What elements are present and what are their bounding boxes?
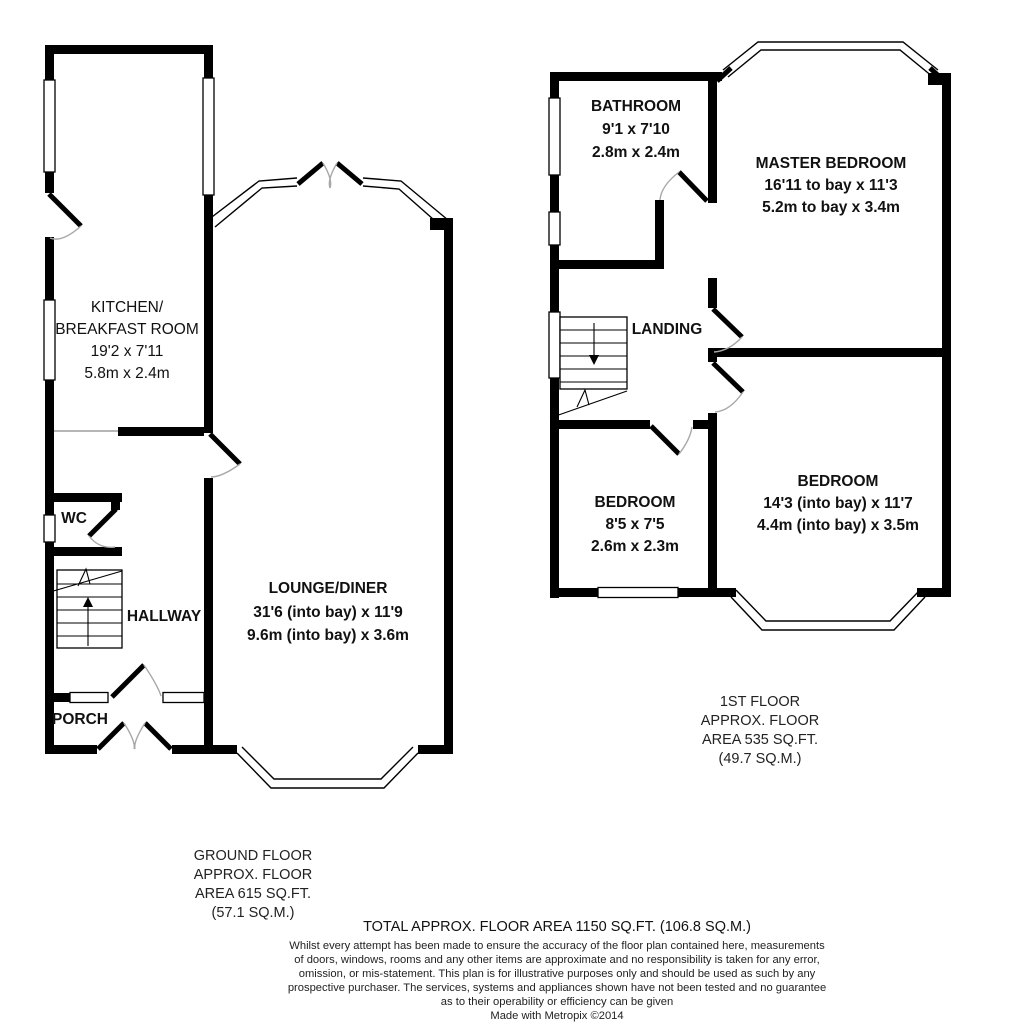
bathroom-wall (655, 200, 664, 269)
wc-wall (45, 547, 122, 556)
master-bedroom-dims-imperial: 16'11 to bay x 11'3 (764, 177, 898, 194)
wall-segment (708, 413, 717, 588)
wc-wall (45, 493, 122, 502)
bay-window-line (363, 178, 448, 220)
window (598, 588, 678, 598)
porch-label: PORCH (52, 711, 108, 728)
ground-floor-area-label: AREA 615 SQ.FT. (194, 886, 312, 902)
door-arc (211, 464, 240, 477)
wall-segment (444, 218, 453, 754)
landing-stairs (550, 317, 627, 418)
wall-segment (45, 172, 54, 193)
ground-floor-area-label: APPROX. FLOOR (193, 867, 313, 883)
hallway-stairs (50, 569, 122, 648)
door-arc (89, 536, 115, 547)
bay-window-line (723, 42, 938, 70)
bay-window-line (731, 597, 925, 630)
wall-segment (550, 245, 559, 312)
lounge-dims-metric: 9.6m (into bay) x 3.6m (247, 627, 409, 644)
kitchen-label: BREAKFAST ROOM (55, 321, 199, 338)
wall-segment (693, 420, 717, 429)
bay-window-line (728, 50, 933, 77)
disclaimer-line: of doors, windows, rooms and any other items are approximate and no responsibility is taken for any error, (294, 954, 820, 966)
first-floor-doors (651, 172, 743, 454)
wall-segment (204, 45, 213, 78)
bedroom-bay-windows (723, 42, 938, 630)
door-arc (679, 427, 692, 454)
window (203, 78, 214, 195)
wall-segment (204, 478, 213, 754)
door-arc (144, 665, 161, 696)
disclaimer-line: Whilst every attempt has been made to ensure the accuracy of the floor plan contained here, measurements (289, 940, 825, 952)
kitchen-dims-metric: 5.8m x 2.4m (84, 365, 170, 382)
window (549, 312, 560, 378)
wall-segment (708, 348, 951, 357)
bay-window-line (242, 747, 413, 779)
first-floor-area-label: APPROX. FLOOR (700, 713, 820, 729)
wall-segment (550, 72, 559, 98)
bathroom-door-leaf (679, 172, 707, 201)
bathroom-wall (550, 260, 655, 269)
front-bedroom-dims-metric: 2.6m x 2.3m (591, 538, 679, 555)
window (163, 693, 204, 703)
bay-door-leaf (298, 163, 323, 184)
master-bedroom-label: MASTER BEDROOM (755, 155, 907, 172)
first-floor-area-label: 1ST FLOOR (719, 694, 801, 710)
wall-segment (45, 45, 54, 80)
wall-segment (172, 745, 237, 754)
bay-window-line (215, 186, 297, 227)
hallway-label: HALLWAY (126, 608, 202, 625)
door-arc (135, 723, 145, 749)
rear-bedroom-dims-imperial: 14'3 (into bay) x 11'7 (763, 495, 913, 512)
wall-segment (550, 72, 722, 81)
disclaimer-line: prospective purchaser. The services, systems and appliances shown have not been tested and no guarantee (287, 982, 827, 994)
master-bedroom-door-leaf (713, 309, 742, 337)
wall-segment (708, 278, 717, 308)
front-door-leaf (145, 723, 171, 749)
wall-segment (550, 420, 650, 429)
door-leaf (89, 509, 116, 536)
door-arc (715, 392, 743, 412)
window (44, 80, 55, 172)
disclaimer-line: as to their operability or efficiency can be given (440, 996, 674, 1008)
credit-label: Made with Metropix ©2014 (490, 1010, 624, 1022)
kitchen-label: KITCHEN/ (90, 299, 164, 316)
ground-floor-area-label: (57.1 SQ.M.) (211, 905, 295, 921)
lounge-bay-windows (208, 178, 448, 788)
ground-floor-area-label: GROUND FLOOR (193, 848, 313, 864)
wall-segment (678, 588, 736, 597)
door-leaf (210, 434, 240, 464)
master-bedroom-dims-metric: 5.2m to bay x 3.4m (762, 199, 900, 216)
first-floor-plan (549, 42, 951, 767)
wall-segment (45, 237, 54, 300)
door-arc (124, 723, 134, 749)
first-floor-area-label: (49.7 SQ.M.) (718, 751, 802, 767)
window (549, 98, 560, 175)
bay-door-leaf (337, 163, 362, 184)
wall-segment (45, 45, 212, 54)
first-floor-area-label: AREA 535 SQ.FT. (701, 732, 819, 748)
bathroom-dims-imperial: 9'1 x 7'10 (602, 121, 670, 138)
total-area-label: TOTAL APPROX. FLOOR AREA 1150 SQ.FT. (106.8 SQ.M.) (363, 919, 751, 935)
lounge-label: LOUNGE/DINER (268, 580, 388, 597)
front-bedroom-door-leaf (651, 426, 679, 454)
rear-bedroom-dims-metric: 4.4m (into bay) x 3.5m (757, 517, 919, 534)
wall-segment (45, 745, 97, 754)
front-bedroom-dims-imperial: 8'5 x 7'5 (605, 516, 665, 533)
window (44, 300, 55, 380)
rear-bedroom-door-leaf (713, 363, 743, 392)
kitchen-dims-imperial: 19'2 x 7'11 (90, 343, 164, 360)
bathroom-label: BATHROOM (590, 98, 682, 115)
bay-window-line (736, 590, 920, 621)
disclaimer-line: omission, or mis-statement. This plan is for illustrative purposes only and should be used as such by any (298, 968, 816, 980)
wall-segment (550, 378, 559, 598)
door-leaf (49, 194, 81, 226)
lounge-dims-imperial: 31'6 (into bay) x 11'9 (253, 604, 403, 621)
bay-window-line (237, 753, 418, 788)
window (44, 515, 55, 542)
wc-label: WC (61, 510, 87, 527)
door-arc (660, 172, 679, 200)
wall-segment (204, 195, 213, 433)
door-leaf (112, 665, 144, 697)
wall-segment (942, 73, 951, 597)
footer (288, 919, 826, 1022)
window (549, 212, 560, 245)
wall-segment (550, 175, 559, 212)
bay-window-line (208, 178, 297, 220)
door-arc (50, 226, 81, 239)
wall-segment (118, 427, 204, 436)
landing-label: LANDING (631, 321, 703, 338)
rear-bedroom-label: BEDROOM (797, 473, 879, 490)
first-floor-labels (591, 98, 919, 767)
wall-segment (550, 588, 598, 597)
wall-segment (45, 693, 70, 702)
ground-floor-plan (44, 45, 453, 921)
front-bedroom-label: BEDROOM (594, 494, 676, 511)
window (70, 693, 108, 703)
wall-segment (708, 81, 717, 203)
bathroom-dims-metric: 2.8m x 2.4m (592, 144, 680, 161)
